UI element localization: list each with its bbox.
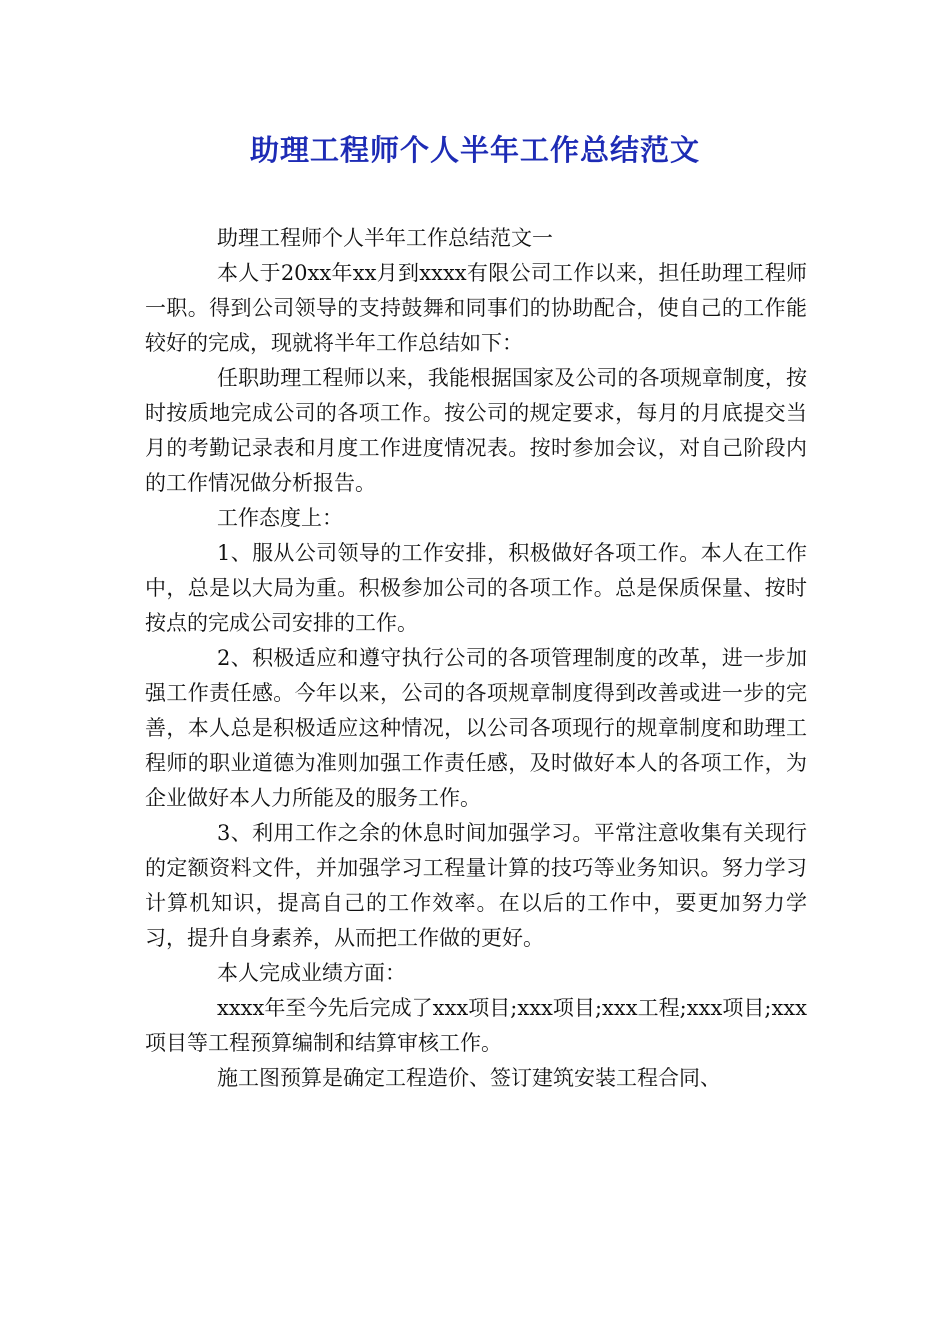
paragraph: xxxx年至今先后完成了xxx项目;xxx项目;xxx工程;xxx项目;xxx项目等工程预算编制和结算审核工作。 [145,996,807,1055]
paragraph: 1、服从公司领导的工作安排，积极做好各项工作。本人在工作中，总是以大局为重。积极参加公司的各项工作。总是保质保量、按时按点的完成公司安排的工作。 [145,541,807,635]
paragraph: 3、利用工作之余的休息时间加强学习。平常注意收集有关现行的定额资料文件，并加强学习工程量计算的技巧等业务知识。努力学习计算机知识，提高自己的工作效率。在以后的工作中，要更加努力学习，提升自身素养，从而把工作做的更好。 [145,821,807,950]
paragraph: 施工图预算是确定工程造价、签订建筑安装工程合同、 [217,1066,721,1090]
paragraph-subheading: 本人完成业绩方面： [217,961,406,985]
document-title: 助理工程师个人半年工作总结范文 [249,133,700,167]
paragraph: 本人于20xx年xx月到xxxx有限公司工作以来，担任助理工程师一职。得到公司领导的支持鼓舞和同事们的协助配合，使自己的工作能较好的完成，现就将半年工作总结如下： [145,261,807,355]
paragraph: 2、积极适应和遵守执行公司的各项管理制度的改革，进一步加强工作责任感。今年以来，公司的各项规章制度得到改善或进一步的完善，本人总是积极适应这种情况，以公司各项现行的规章制度和助理工程师的职业道德为准则加强工作责任感，及时做好本人的各项工作，为企业做好本人力所能及的服务工作。 [145,646,807,810]
document-body [145,221,807,1096]
paragraph: 任职助理工程师以来，我能根据国家及公司的各项规章制度，按时按质地完成公司的各项工作。按公司的规定要求，每月的月底提交当月的考勤记录表和月度工作进度情况表。按时参加会议，对自己阶段内的工作情况做分析报告。 [145,366,807,495]
paragraph-subheading: 工作态度上： [217,506,343,530]
paragraph-heading: 助理工程师个人半年工作总结范文一 [217,226,553,250]
